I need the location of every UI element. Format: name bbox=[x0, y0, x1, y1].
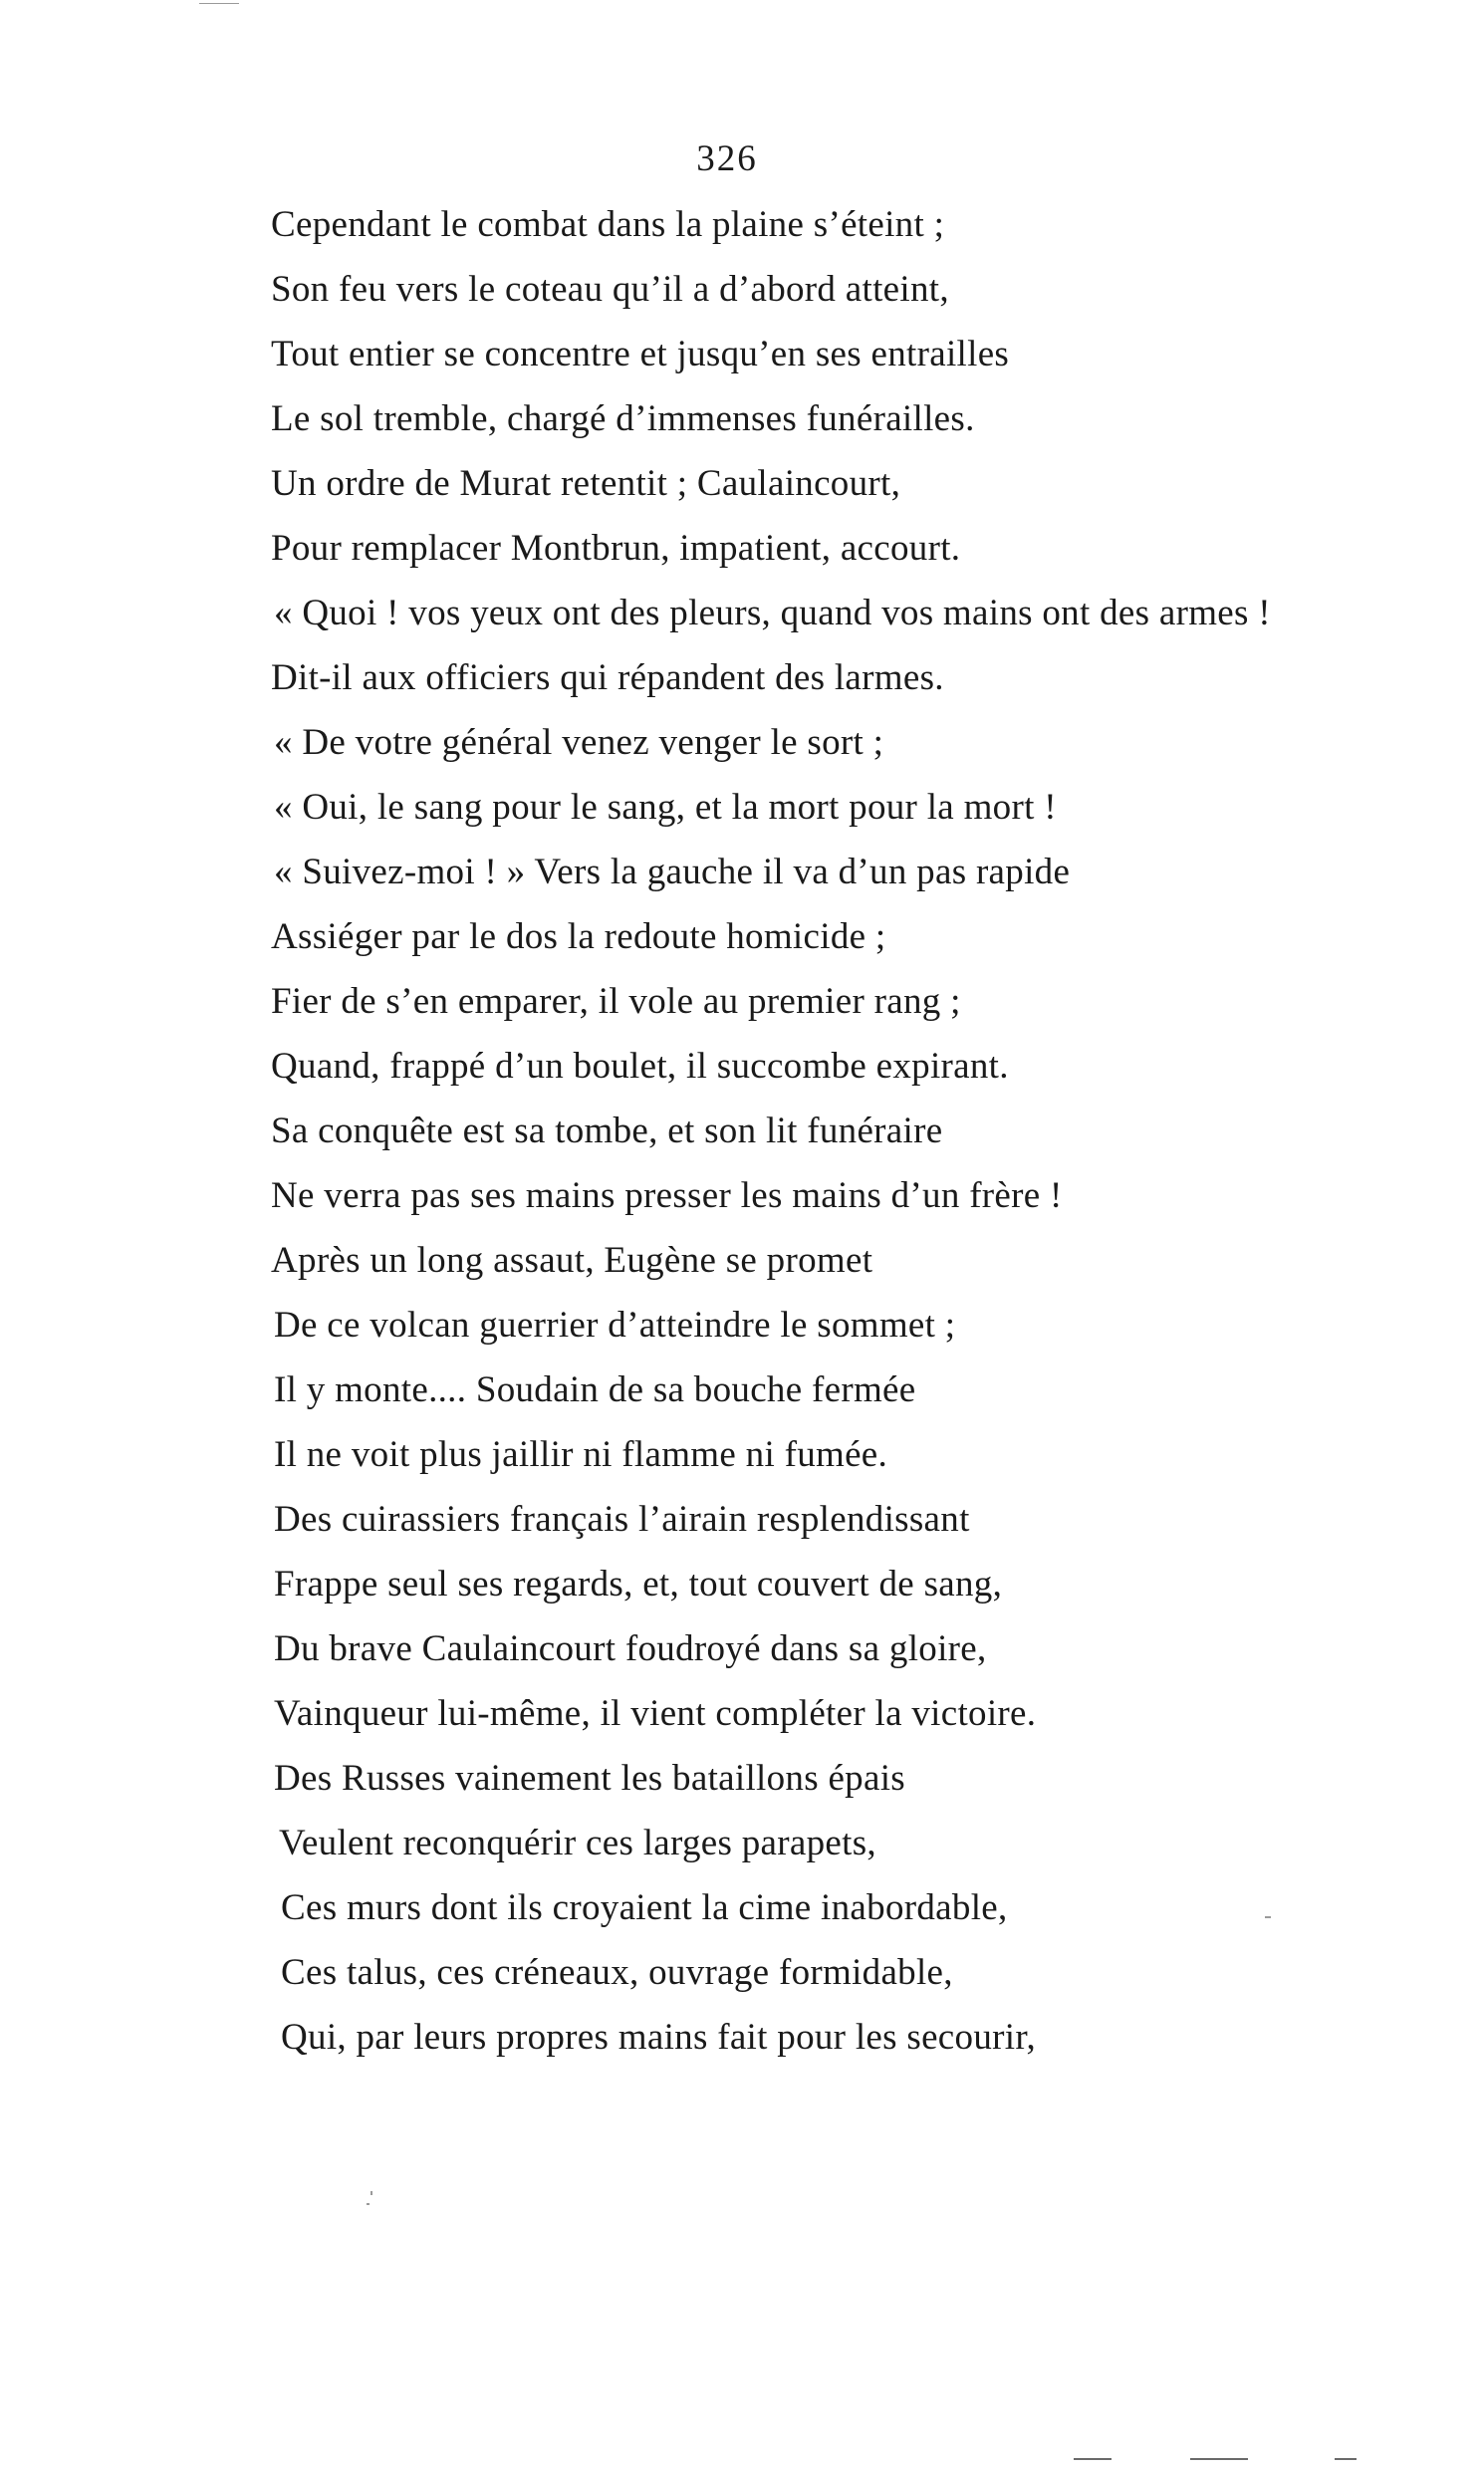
verse-line: Tout entier se concentre et jusqu’en ses entrailles bbox=[271, 334, 1010, 374]
scan-speck bbox=[371, 2191, 372, 2195]
verse-line: Fier de s’en emparer, il vole au premier rang ; bbox=[271, 981, 961, 1022]
scan-speck bbox=[367, 2203, 370, 2205]
verse-line: Quand, frappé d’un boulet, il succombe expirant. bbox=[271, 1046, 1009, 1087]
poem-text bbox=[271, 197, 1386, 2075]
verse-line: Ces murs dont ils croyaient la cime inabordable, bbox=[281, 1887, 1008, 1928]
verse-line: Le sol tremble, chargé d’immenses funérailles. bbox=[271, 398, 975, 439]
footer-rule bbox=[1074, 2458, 1112, 2460]
footer-rule bbox=[1190, 2458, 1248, 2460]
verse-line: Il y monte.... Soudain de sa bouche fermée bbox=[274, 1369, 916, 1410]
verse-line: Ces talus, ces créneaux, ouvrage formidable, bbox=[281, 1952, 953, 1993]
scan-speck bbox=[1265, 1916, 1271, 1918]
verse-line: « Oui, le sang pour le sang, et la mort pour la mort ! bbox=[274, 787, 1057, 828]
verse-line: Un ordre de Murat retentit ; Caulaincourt, bbox=[271, 463, 901, 504]
page-number: 326 bbox=[696, 138, 758, 179]
verse-line: Des Russes vainement les bataillons épais bbox=[274, 1758, 905, 1799]
verse-line: Du brave Caulaincourt foudroyé dans sa gloire, bbox=[274, 1628, 987, 1669]
verse-line: Qui, par leurs propres mains fait pour les secourir, bbox=[281, 2017, 1037, 2058]
verse-line: Dit-il aux officiers qui répandent des larmes. bbox=[271, 657, 944, 698]
verse-line: Pour remplacer Montbrun, impatient, accourt. bbox=[271, 528, 961, 569]
verse-line: Sa conquête est sa tombe, et son lit funéraire bbox=[271, 1111, 943, 1151]
verse-line: Son feu vers le coteau qu’il a d’abord atteint, bbox=[271, 269, 949, 310]
verse-line: Il ne voit plus jaillir ni flamme ni fumée. bbox=[274, 1434, 888, 1475]
verse-line: Assiéger par le dos la redoute homicide ; bbox=[271, 916, 886, 957]
verse-line: Frappe seul ses regards, et, tout couvert de sang, bbox=[274, 1564, 1003, 1605]
verse-line: De ce volcan guerrier d’atteindre le sommet ; bbox=[274, 1305, 956, 1346]
verse-line: Cependant le combat dans la plaine s’éteint ; bbox=[271, 204, 945, 245]
scan-speck bbox=[199, 3, 239, 4]
verse-line: Des cuirassiers français l’airain resplendissant bbox=[274, 1499, 970, 1540]
verse-line: « Suivez-moi ! » Vers la gauche il va d’un pas rapide bbox=[274, 852, 1071, 892]
verse-line: Ne verra pas ses mains presser les mains d’un frère ! bbox=[271, 1175, 1063, 1216]
verse-line: Veulent reconquérir ces larges parapets, bbox=[279, 1823, 876, 1863]
footer-rule bbox=[1335, 2458, 1357, 2460]
verse-line: Après un long assaut, Eugène se promet bbox=[271, 1240, 873, 1281]
verse-line: « Quoi ! vos yeux ont des pleurs, quand vos mains ont des armes ! bbox=[274, 593, 1271, 633]
verse-line: « De votre général venez venger le sort ; bbox=[274, 722, 884, 763]
verse-line: Vainqueur lui-même, il vient compléter la victoire. bbox=[274, 1693, 1037, 1734]
